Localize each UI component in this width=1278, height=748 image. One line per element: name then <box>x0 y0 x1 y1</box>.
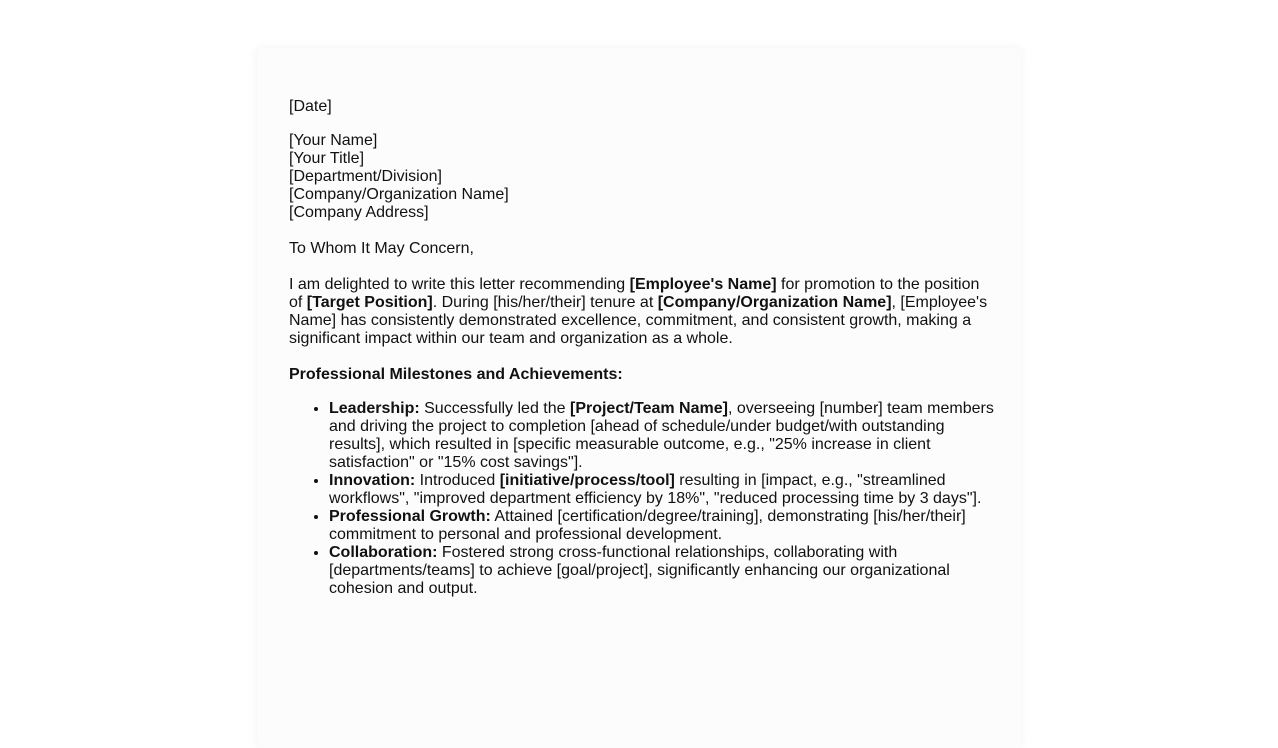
sender-name: [Your Name] <box>289 132 378 149</box>
company-name-placeholder: [Company/Organization Name] <box>657 294 892 311</box>
milestone-label: Collaboration: <box>329 544 438 561</box>
milestone-text: Fostered strong cross-functional relationships, collaborating with [departments/teams] to achieve [goal/project], significantly enhancing our organizational cohesion and output. <box>329 544 950 597</box>
milestone-text: Successfully led the <box>419 400 570 417</box>
milestone-text: Introduced <box>415 472 500 489</box>
intro-text: , [Employee's Name] has consistently demonstrated excellence, commitment, and consistent growth, making a significant impact within our team and organization as a whole. <box>289 294 988 347</box>
sender-block <box>289 132 994 222</box>
letter-page <box>257 48 1021 748</box>
intro-text: I am delighted to write this letter recommending <box>289 276 630 293</box>
milestones-list <box>289 400 994 598</box>
initiative-placeholder: [initiative/process/tool] <box>499 472 675 489</box>
milestone-growth <box>329 508 994 544</box>
employee-name-placeholder: [Employee's Name] <box>629 276 777 293</box>
intro-text: for promotion to the position of <box>289 276 980 311</box>
milestone-label: Professional Growth: <box>329 508 491 525</box>
milestone-text: Attained [certification/degree/training], demonstrating [his/her/their] commitment to personal and professional development. <box>329 508 966 543</box>
milestone-label: Innovation: <box>329 472 416 489</box>
project-team-placeholder: [Project/Team Name] <box>569 400 728 417</box>
milestones-heading: Professional Milestones and Achievements: <box>289 366 623 383</box>
sender-department: [Department/Division] <box>289 168 442 185</box>
milestone-leadership <box>329 400 994 472</box>
salutation: To Whom It May Concern, <box>289 240 474 257</box>
sender-company: [Company/Organization Name] <box>289 186 509 203</box>
sender-address: [Company Address] <box>289 204 429 221</box>
intro-text: . During [his/her/their] tenure at <box>432 294 658 311</box>
letter-content <box>289 98 994 598</box>
milestone-innovation <box>329 472 994 508</box>
milestone-text: , overseeing [number] team members and driving the project to completion [ahead of schedule/under budget/with outstanding results], which resulted in [specific measurable outcome, e.g., "25% increase in client satisfaction" or "15% cost savings"]. <box>329 400 994 471</box>
letter-date: [Date] <box>289 98 332 115</box>
target-position-placeholder: [Target Position] <box>306 294 433 311</box>
intro-paragraph <box>289 276 994 348</box>
milestone-label: Leadership: <box>329 400 420 417</box>
milestone-collaboration <box>329 544 994 598</box>
milestone-text: resulting in [impact, e.g., "streamlined workflows", "improved department efficiency by 18%", "reduced processing time by 3 days"]. <box>329 472 982 507</box>
sender-title: [Your Title] <box>289 150 365 167</box>
